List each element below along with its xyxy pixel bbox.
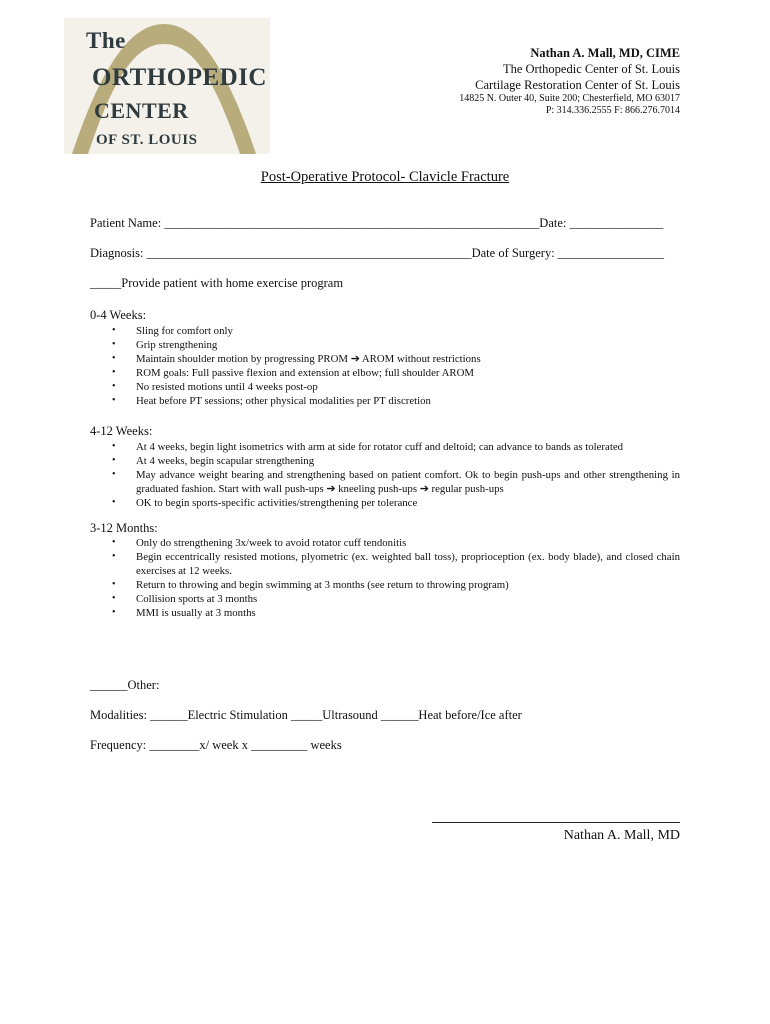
- page-title: Post-Operative Protocol- Clavicle Fracture: [260, 169, 510, 185]
- frequency-field[interactable]: Frequency: ________x/ week x _________ weeks: [90, 738, 342, 752]
- logo-text-st-louis: OF ST. LOUIS: [96, 132, 198, 148]
- home-exercise-field[interactable]: _____Provide patient with home exercise program: [90, 276, 344, 290]
- other-field[interactable]: ______Other:: [90, 678, 160, 692]
- organization-name: The Orthopedic Center of St. Louis: [502, 62, 680, 76]
- list-item: • Return to throwing and begin swimming at 3 months (see return to throwing program): [90, 578, 680, 592]
- physician-name: Nathan A. Mall, MD, CIME: [530, 46, 680, 60]
- list-item: • No resisted motions until 4 weeks post-op: [90, 380, 680, 394]
- list-item: • Heat before PT sessions; other physical modalities per PT discretion: [90, 394, 680, 408]
- list-item: • Sling for comfort only: [90, 324, 680, 338]
- section-heading: 0-4 Weeks:: [90, 308, 147, 322]
- section-heading: 3-12 Months:: [90, 521, 158, 535]
- section-heading: 4-12 Weeks:: [90, 424, 153, 438]
- logo-text-the: The: [86, 28, 126, 53]
- organization-name-2: Cartilage Restoration Center of St. Louis: [475, 78, 680, 92]
- list-item: • At 4 weeks, begin scapular strengthening: [90, 454, 680, 468]
- bullet-list: [90, 324, 680, 408]
- phone-fax: P: 314.336.2555 F: 866.276.7014: [545, 105, 680, 116]
- list-item: • Collision sports at 3 months: [90, 592, 680, 606]
- letterhead: [350, 45, 680, 117]
- list-item: • Grip strengthening: [90, 338, 680, 352]
- modalities-field[interactable]: Modalities: ______Electric Stimulation _____Ultrasound ______Heat before/Ice after: [90, 708, 522, 722]
- bullet-list: [90, 536, 680, 620]
- list-item: • Begin eccentrically resisted motions, plyometric (ex. weighted ball toss), proprioception (ex. body blade), and closed chain exercises at 12 weeks.: [90, 550, 680, 578]
- list-item: • Maintain shoulder motion by progressing PROM ➔ AROM without restrictions: [90, 352, 680, 366]
- signature-name: Nathan A. Mall, MD: [563, 828, 680, 843]
- list-item: • May advance weight bearing and strengthening based on patient comfort. Ok to begin push-ups and other strengthening in graduated fashion. Start with wall push-ups ➔ kneeling push-ups ➔ regular push-ups: [90, 468, 680, 496]
- orthopedic-center-logo: [64, 18, 270, 154]
- list-item: • OK to begin sports-specific activities/strengthening per tolerance: [90, 496, 680, 510]
- logo-text-orthopedic: ORTHOPEDIC: [92, 64, 267, 91]
- list-item: • MMI is usually at 3 months: [90, 606, 680, 620]
- bullet-list: [90, 440, 680, 510]
- diagnosis-field[interactable]: Diagnosis: ____________________________________________________Date of Surgery: _________________: [90, 246, 665, 260]
- signature-line[interactable]: [432, 822, 680, 823]
- logo-text-center: CENTER: [94, 98, 189, 123]
- list-item: • ROM goals: Full passive flexion and extension at elbow; full shoulder AROM: [90, 366, 680, 380]
- patient-name-field[interactable]: Patient Name: ____________________________________________________________Date: _______________: [90, 216, 664, 230]
- list-item: • At 4 weeks, begin light isometrics with arm at side for rotator cuff and deltoid; can advance to bands as tolerated: [90, 440, 680, 454]
- address: 14825 N. Outer 40, Suite 200; Chesterfield, MO 63017: [459, 93, 680, 104]
- list-item: • Only do strengthening 3x/week to avoid rotator cuff tendonitis: [90, 536, 680, 550]
